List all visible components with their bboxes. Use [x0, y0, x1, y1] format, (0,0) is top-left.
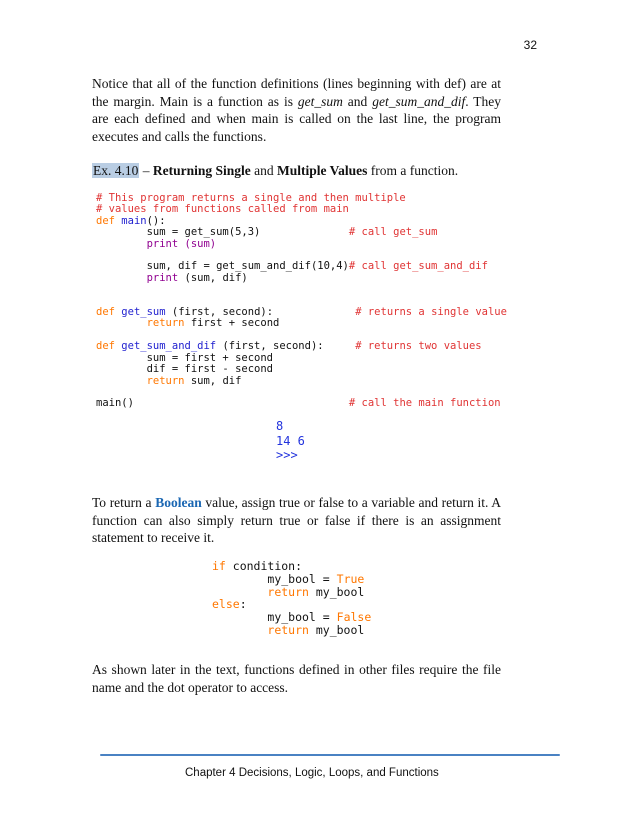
boolean-paragraph — [92, 494, 501, 547]
intro-get-sum-and-dif: get_sum_and_dif — [372, 93, 466, 109]
code-comment-1: # This program returns a single and then multiple — [96, 192, 406, 204]
closing-text: As shown later in the text, functions defined in other files require the file name and the dot operator to access. — [92, 662, 501, 695]
example-and: and — [250, 163, 278, 178]
bool-if-keyword: if — [212, 559, 226, 573]
code-get-sum-name: get_sum — [121, 306, 166, 319]
boolean-text-2: value, assign true or false to a variable and return it. A function can also simply return true or false if there is an assignment statement to receive it. — [92, 495, 502, 545]
code-return-sum-expr: first + second — [184, 317, 280, 330]
code-comment-call-get-sum: # call get_sum — [348, 226, 438, 239]
footer-text: Chapter 4 Decisions, Logic, Loops, and Functions — [185, 767, 439, 779]
page-number: 32 — [523, 38, 537, 52]
program-output — [276, 419, 305, 463]
code-main-paren: (): — [146, 214, 166, 227]
bool-return-2: return — [267, 622, 309, 637]
output-prompt: >>> — [276, 448, 298, 462]
code-comment-main: # call the main function — [348, 397, 501, 410]
bool-else-keyword: else — [212, 597, 240, 612]
code-sum-dif-assign: sum, dif = get_sum_and_dif(10,4) — [146, 260, 349, 273]
boolean-text-1: To return a — [92, 495, 156, 510]
code-listing — [96, 193, 507, 410]
code-get-sum-and-dif-params: (first, second): — [216, 340, 324, 353]
bool-else-colon: : — [239, 597, 247, 612]
boolean-code — [212, 560, 371, 637]
example-returning-single: Returning Single — [152, 163, 251, 178]
bool-if-condition: condition: — [225, 559, 303, 573]
bool-return-2-rest: my_bool — [308, 622, 365, 637]
intro-paragraph — [92, 75, 501, 145]
code-return-2: return — [146, 374, 185, 387]
code-def-main: def — [96, 214, 115, 227]
code-comment-two: # returns two values — [355, 340, 482, 353]
closing-paragraph — [92, 661, 501, 696]
code-sum-assign: sum = get_sum(5,3) — [146, 226, 261, 239]
code-get-sum-and-dif-name: get_sum_and_dif — [121, 340, 217, 353]
intro-text-3: . They are each defined and when main is called on the last line, the program executes and calls the functions. — [92, 93, 501, 144]
bool-return-1: return — [267, 584, 309, 599]
bool-assign-1: my_bool = — [267, 571, 337, 586]
intro-text-1: Notice that all of the function definitions (lines beginning with def) are at the margin. Main is a function as is — [92, 76, 501, 109]
example-dash: – — [139, 163, 153, 178]
code-main-name: main — [121, 214, 147, 227]
code-print-sum-dif-args: (sum, dif) — [178, 271, 248, 284]
example-rest: from a function. — [367, 163, 459, 178]
example-number: Ex. 4.10 — [93, 163, 139, 178]
code-dif-expr: dif = first - second — [146, 363, 274, 376]
example-heading — [92, 163, 458, 179]
footer-rule — [100, 754, 560, 756]
bool-false-value: False — [336, 610, 372, 625]
code-return-1: return — [146, 317, 185, 330]
example-multiple-values: Multiple Values — [277, 163, 368, 178]
code-def-get-sum-and-dif: def — [96, 340, 115, 353]
code-main-call: main() — [96, 397, 134, 410]
code-def-get-sum: def — [96, 306, 115, 319]
bool-assign-2: my_bool = — [267, 610, 337, 625]
code-print-sum-args: (sum) — [178, 237, 217, 250]
code-print-2: print — [146, 271, 179, 284]
code-comment-single: # returns a single value — [355, 306, 507, 319]
bool-true-value: True — [336, 571, 365, 586]
code-comment-2: # values from functions called from main — [96, 203, 349, 216]
code-sum-expr: sum = first + second — [146, 351, 274, 364]
code-print-1: print — [146, 237, 179, 250]
bool-return-1-rest: my_bool — [308, 584, 365, 599]
boolean-word: Boolean — [155, 495, 202, 510]
code-return-two-expr: sum, dif — [184, 374, 242, 387]
intro-text-2: and — [342, 93, 373, 109]
intro-get-sum: get_sum — [297, 93, 343, 109]
output-line-2: 14 6 — [276, 433, 305, 448]
code-comment-call-get-sum-and-dif: # call get_sum_and_dif — [348, 260, 488, 273]
code-get-sum-params: (first, second): — [165, 306, 274, 319]
output-line-1: 8 — [276, 419, 284, 433]
